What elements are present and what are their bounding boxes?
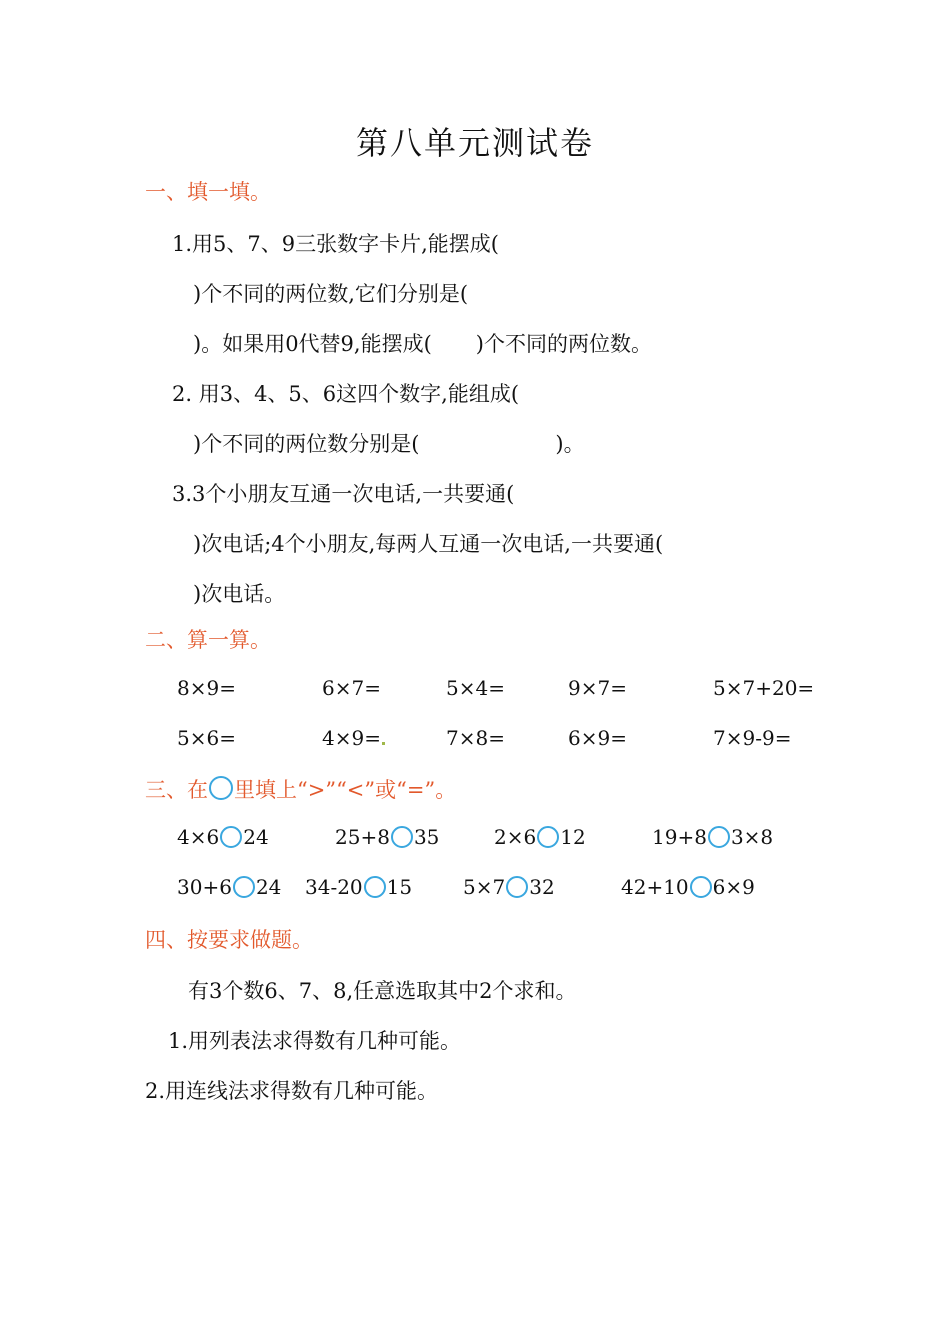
question-1-text-b: )个不同的两位数。 (475, 332, 652, 356)
compare-right: 15 (386, 875, 413, 899)
answer-circle[interactable] (506, 876, 528, 898)
calc-item-text: 4×9= (322, 726, 381, 750)
section-3-text-a: 三、在 (145, 778, 208, 802)
calc-item: 7×8= (446, 726, 505, 750)
compare-left: 34-20 (305, 875, 363, 899)
section-3-text-b: 里填上“>”“<”或“=”。 (234, 778, 457, 802)
circle-icon (209, 776, 233, 800)
compare-left: 5×7 (463, 875, 506, 899)
question-1-text-a: )。如果用0代替9,能摆成( (193, 332, 432, 356)
calc-item: 6×7= (322, 676, 381, 700)
calc-item: 6×9= (568, 726, 627, 750)
answer-circle[interactable] (391, 826, 413, 848)
mark-dot (382, 742, 385, 745)
compare-left: 19+8 (652, 825, 707, 849)
task-1: 1.用列表法求得数有几种可能。 (168, 1029, 462, 1053)
compare-item (463, 875, 555, 899)
compare-left: 4×6 (177, 825, 220, 849)
compare-right: 12 (560, 825, 586, 849)
compare-right: 24 (255, 875, 282, 899)
calc-item: 9×7= (568, 676, 627, 700)
compare-right: 32 (529, 875, 555, 899)
answer-circle[interactable] (690, 876, 712, 898)
calc-item (322, 726, 385, 750)
section-1-heading: 一、填一填。 (145, 180, 271, 204)
section-3-heading (145, 774, 456, 804)
compare-right: 24 (243, 825, 269, 849)
question-2-line-2 (193, 428, 585, 458)
compare-right: 35 (413, 825, 440, 849)
compare-left: 42+10 (621, 875, 689, 899)
compare-item (177, 825, 269, 849)
calc-item: 5×7+20= (713, 676, 815, 700)
compare-right: 3×8 (730, 825, 774, 849)
compare-right: 6×9 (712, 875, 755, 899)
section-4-heading: 四、按要求做题。 (145, 928, 313, 952)
question-3-line-2: )次电话;4个小朋友,每两人互通一次电话,一共要通( (193, 532, 664, 556)
question-3-line-1: 3.3个小朋友互通一次电话,一共要通( (172, 482, 515, 506)
compare-item (335, 825, 439, 849)
calc-item: 5×6= (177, 726, 236, 750)
compare-item (305, 875, 412, 899)
question-1-line-1: 1.用5、7、9三张数字卡片,能摆成( (172, 232, 499, 256)
calc-item: 7×9-9= (713, 726, 792, 750)
compare-left: 25+8 (335, 825, 390, 849)
compare-item (494, 825, 586, 849)
answer-circle[interactable] (220, 826, 242, 848)
compare-left: 30+6 (177, 875, 232, 899)
calc-item: 8×9= (177, 676, 236, 700)
compare-left: 2×6 (494, 825, 537, 849)
answer-circle[interactable] (708, 826, 730, 848)
answer-circle[interactable] (233, 876, 255, 898)
question-2-text-b: )。 (555, 432, 585, 456)
question-1-line-3 (193, 328, 652, 358)
compare-item (621, 875, 755, 899)
compare-item (177, 875, 281, 899)
question-2-text-a: )个不同的两位数分别是( (193, 432, 420, 456)
task-2: 2.用连线法求得数有几种可能。 (145, 1079, 439, 1103)
answer-circle[interactable] (364, 876, 386, 898)
question-1-line-2: )个不同的两位数,它们分别是( (193, 282, 469, 306)
calc-item: 5×4= (446, 676, 505, 700)
question-2-line-1: 2. 用3、4、5、6这四个数字,能组成( (172, 382, 520, 406)
compare-item (652, 825, 773, 849)
answer-circle[interactable] (537, 826, 559, 848)
question-3-line-3: )次电话。 (193, 582, 286, 606)
task-intro: 有3个数6、7、8,任意选取其中2个求和。 (188, 979, 577, 1003)
page-title: 第八单元测试卷 (355, 124, 594, 162)
section-2-heading: 二、算一算。 (145, 628, 271, 652)
